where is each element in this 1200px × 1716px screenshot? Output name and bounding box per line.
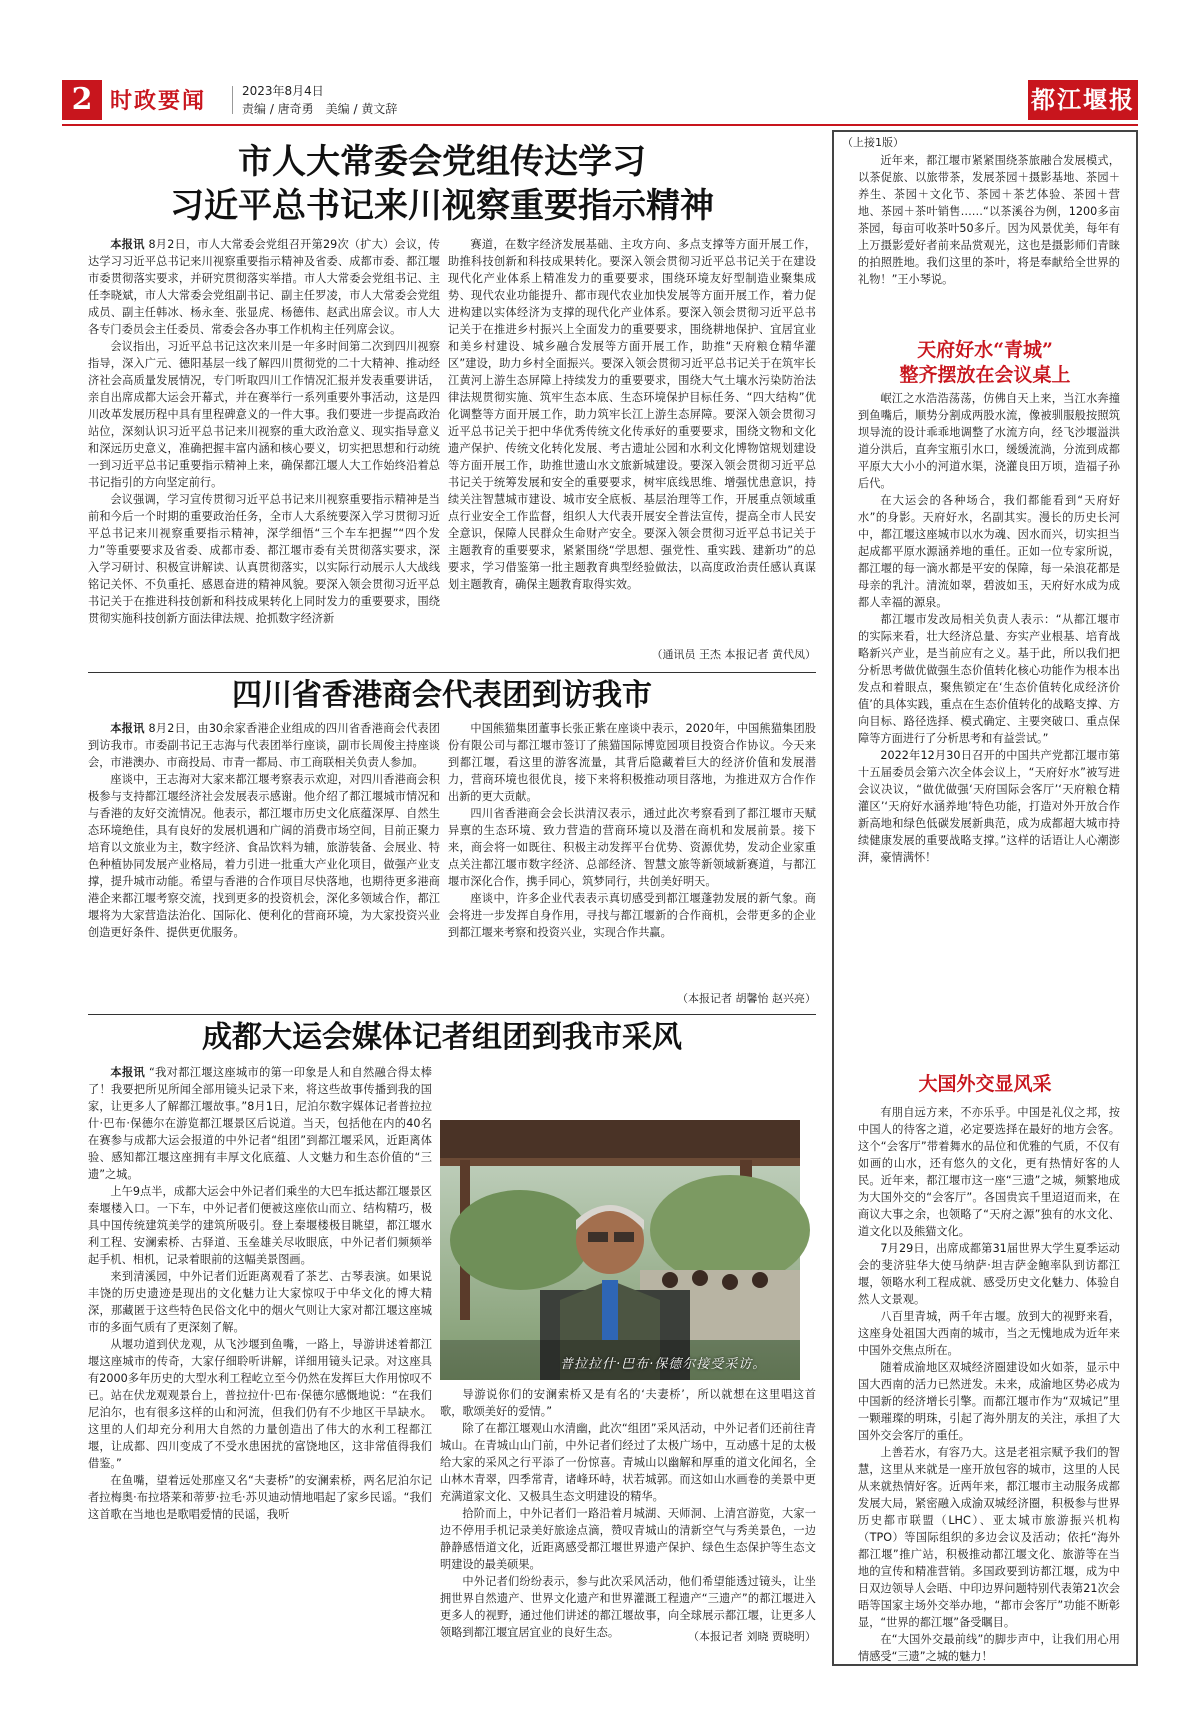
paragraph-text: 座谈中，王志海对大家来都江堰考察表示欢迎，对四川香港商会积极参与支持都江堰经济社会发展表示感谢。他介绍了都江堰城市情况和与香港的友好交流情况。他表示，都江堰市历史文化底蕴深厚、自然生态环境绝佳，具有良好的发展机遇和广阔的消费市场空间，目前正聚力培育以文旅业为主，数字经济、食品饮料为辅，旅游装备、会展业、特色种植协同发展产业格局，着力引进一批重大产业化项目，做强产业支撑，提升城市动能。希望与香港的合作项目尽快落地，也期待更多港商港企来都江堰考察交流，找到更多的投资机会，深化多领域合作，都江堰将为大家营造法治化、国际化、便利化的营商环境，为大家投资兴业创造更好条件、提供更优服务。: [88, 773, 440, 939]
paragraph: [88, 1336, 432, 1472]
article3-column-1: [88, 1064, 432, 1650]
article2-byline: （本报记者 胡馨怡 赵兴亮）: [677, 992, 816, 1005]
paragraph: [88, 236, 440, 338]
paragraph: [88, 1064, 432, 1183]
paragraph-text: 在大运会的各种场合，我们都能看到“天府好水”的身影。天府好水，名副其实。漫长的历史长河中，都江堰这座城市以水为魂、因水而兴，切实担当起成都平原水源涵养地的重任。正如一位专家所说，都江堰的每一滴水都是平安的保障，每一朵浪花都是母亲的乳汁。清流如翠，碧波如玉，天府好水成为成都人幸福的源泉。: [858, 494, 1120, 609]
article1-column-2: [448, 236, 816, 650]
sidebar-section1-title-line2: 整齐摆放在会议桌上: [899, 364, 1071, 386]
paragraph-text: 上午9点半，成都大运会中外记者们乘坐的大巴车抵达都江堰景区秦堰楼入口。一下车，中外记者们便被这座依山而立、结构精巧，极具中国传统建筑美学的建筑所吸引。登上秦堰楼极目眺望，都江堰水利工程、安澜索桥、古驿道、玉垒雄关尽收眼底，中外记者们频频举起手机、相机，记录着眼前的这幅美景图画。: [88, 1185, 432, 1266]
sidebar-section1-title-line1: 天府好水“青城”: [917, 339, 1053, 361]
paragraph: [88, 1183, 432, 1268]
article3-title: 成都大运会媒体记者组团到我市采风: [202, 1020, 682, 1055]
paragraph: [858, 611, 1120, 747]
paragraph: [858, 1359, 1120, 1444]
paragraph-text: 上善若水，有容乃大。这是老祖宗赋予我们的智慧，这里从来就是一座开放包容的城市，这里的人民从来就热情好客。近两年来，都江堰市主动服务成都发展大局，紧密融入成渝双城经济圈，积极参与世界历史都市联盟（LHC）、亚太城市旅游振兴机构（TPO）等国际组织的多边会议及活动；依托“海外都江堰”推广站，积极推动都江堰文化、旅游等在当地的宣传和精准营销。多国政要到访都江堰，成为中日双边领导人会晤、中印边界问题特别代表第21次会晤等国家主场外交举办地，“都市会客厅”功能不断彰显，“世界的都江堰”备受瞩目。: [858, 1446, 1120, 1629]
paragraph-text: 赛道，在数字经济发展基础、主攻方向、多点支撑等方面开展工作，助推科技创新和科技成果转化。要深入领会贯彻习近平总书记关于在建设现代化产业体系上精准发力的重要要求，围绕环境友好型制造业聚集成势、现代农业功能提升、都市现代农业加快发展等方面开展工作，着力促进构建以实体经济为支撑的现代化产业体系。要深入领会贯彻习近平总书记关于在推进乡村振兴上全面发力的重要要求，围绕耕地保护、宜居宜业和美乡村建设、城乡融合发展等方面开展工作，助推“天府粮仓精华灌区”建设，助力乡村全面振兴。要深入领会贯彻习近平总书记关于在筑牢长江黄河上游生态屏障上持续发力的重要要求，围绕大气土壤水污染防治法律法规贯彻实施、筑牢生态本底、生态环境保护目标任务、“四大结构”优化调整等方面开展工作，助力筑牢长江上游生态屏障。要深入领会贯彻习近平总书记关于把中华优秀传统文化传承好的重要要求，围绕文物和文化遗产保护、传统文化转化发展、考古遗址公园和水利文化博物馆规划建设等方面开展工作，助推世遗山水文旅新城建设。要深入领会贯彻习近平总书记关于统筹发展和安全的重要要求，树牢底线思维、增强忧患意识，持续关注智慧城市建设、城市安全底板、基层治理等工作，开展重点领域重点行业安全工作监督，组织人大代表开展安全普法宣传，提高全市人民安全意识，保障人民群众生命财产安全。要深入领会贯彻习近平总书记关于主题教育的重要要求，紧紧围绕“学思想、强党性、重实践、建新功”的总要求，学习借鉴第一批主题教育典型经验做法，以高度政治责任感认真谋划主题教育，确保主题教育取得实效。: [448, 238, 816, 591]
paragraph: [858, 1444, 1120, 1631]
article-divider: [88, 672, 816, 673]
paragraph-text: 8月2日，由30余家香港企业组成的四川省香港商会代表团到访我市。市委副书记王志海与代表团举行座谈，副市长周俊主持座谈会，市港澳办、市商投局、市青一都局、市工商联相关负责人参加。: [88, 722, 440, 769]
sidebar-section2-title: 大国外交显风采: [918, 1073, 1052, 1095]
paragraph-text: 拾阶而上，中外记者们一路沿着月城湖、天师洞、上清宫游览，大家一边不停用手机记录美好旅途点滴，赞叹青城山的清新空气与秀美景色，一边静静感悟道文化，近距离感受都江堰世界遗产保护、绿色生态保护等生态文明建设的最美硕果。: [440, 1507, 816, 1571]
sidebar-section2-body: [858, 1104, 1120, 1663]
paragraph-text: 有朋自远方来，不亦乐乎。中国是礼仪之邦，按中国人的待客之道，必定要选择在最好的地方会客。这个“会客厅”带着舞水的品位和优雅的气质，不仅有如画的山水，还有悠久的文化，更有热情好客的人民。近年来，都江堰市这一座“三遗”之城，频繁地成为大国外交的“会客厅”。各国贵宾千里迢迢而来，在商议大事之余，也领略了“天府之源”独有的水文化、道文化以及熊猫文化。: [858, 1106, 1120, 1238]
page-number: 2: [62, 80, 102, 120]
dateline: 本报讯: [110, 238, 145, 251]
paragraph-text: 会议强调，学习宣传贯彻习近平总书记来川视察重要指示精神是当前和今后一个时期的重要政治任务，全市人大系统要深入学习贯彻习近平总书记来川视察重要指示精神，深学细悟“三个车车把握”“四个发力”等重要要求及省委、成都市委、都江堰市委有关贯彻落实要求，深入学习研讨、积极宣讲解读、认真贯彻落实，以实际行动展示人大战线铭记关怀、不负重托、感恩奋进的精神风貌。要深入领会贯彻习近平总书记关于在推进科技创新和科技成果转化上同时发力的重要要求，围绕贯彻实施科技创新方面法律法规、抢抓数字经济新: [88, 493, 440, 625]
paragraph: [858, 1631, 1120, 1665]
paragraph: [440, 1505, 816, 1573]
paragraph: [88, 771, 440, 941]
paragraph: [858, 747, 1120, 866]
issue-date: 2023年8月4日: [242, 84, 324, 98]
paragraph: [858, 1104, 1120, 1240]
paragraph-text: 在“大国外交最前线”的脚步声中，让我们用心用情感受“三遗”之城的魅力！: [858, 1633, 1120, 1663]
article1-title: [62, 140, 822, 228]
photo-illustration: [440, 1120, 800, 1380]
photo-caption: 普拉拉什·巴布·保德尔接受采访。: [560, 1357, 767, 1372]
paragraph-text: 座谈中，许多企业代表表示真切感受到都江堰蓬勃发展的新气象。商会将进一步发挥自身作用，寻找与都江堰新的合作商机，会带更多的企业到都江堰来考察和投资兴业，实现合作共赢。: [448, 892, 816, 939]
paragraph-text: 近年来，都江堰市紧紧围绕茶旅融合发展模式，以茶促旅、以旅带茶，发展茶园＋摄影基地、茶园＋养生、茶园＋文化节、茶园＋茶艺体验、茶园＋营地、茶园＋茶叶销售……“以茶溪谷为例，1200多亩茶园，每亩可收茶叶50多斤。因为风景优美，每年有上万摄影爱好者前来品赏观光，这也是摄影师们青睐的拍照胜地。我们这里的茶叶，将是奉献给全世界的礼物！”王小琴说。: [858, 154, 1120, 286]
article3-byline: （本报记者 刘晓 贾晓明）: [688, 1630, 816, 1643]
masthead-rule: [62, 124, 1138, 126]
paragraph: [88, 720, 440, 771]
dateline: 本报讯: [110, 1066, 146, 1079]
article1-title-line1: 市人大常委会党组传达学习: [238, 142, 646, 182]
paragraph-text: 来到清溪园，中外记者们近距离观看了茶艺、古琴表演。如果说丰饶的历史遗迹是现出的文化魅力让大家惊叹于中华文化的博大精深，那藏匿于这些特色民俗文化中的烟火气则让大家对都江堰这座城市的多面气质有了更深刻了解。: [88, 1270, 432, 1334]
article1-byline: （通讯员 王杰 本报记者 黄代凤）: [651, 648, 816, 661]
sidebar-section1-body: [858, 390, 1120, 1066]
article2-column-2: [448, 720, 816, 992]
paragraph-text: 中外记者们纷纷表示，参与此次采风活动，他们希望能透过镜头，让坐拥世界自然遗产、世界文化遗产和世界灌溉工程遗产“三遗产”的都江堰进入更多人的视野，通过他们讲述的都江堰故事，向全球展示都江堰，让更多人领略到都江堰宜居宜业的良好生态。: [440, 1575, 816, 1639]
section-name: 时政要闻: [110, 88, 207, 114]
masthead-divider: [232, 86, 233, 114]
masthead: [62, 80, 1138, 120]
paragraph: [88, 1472, 432, 1523]
article1-byline-wrap: [448, 646, 816, 666]
paragraph-text: 除了在都江堰观山水清幽，此次“组团”采风活动，中外记者们还前往青城山。在青城山山门前，中外记者们经过了太极广场中，互动感十足的太极给大家的采风之行平添了一份惊喜。青城山以幽解和厚重的道文化闻名，全山林木青翠，四季常青，诸峰环峙，状若城郭。而这如山水画卷的美景中更充满道家文化、又极具生态文明建设的精华。: [440, 1422, 816, 1503]
dateline: 本报讯: [110, 722, 145, 735]
paragraph: [858, 492, 1120, 611]
paragraph: [88, 338, 440, 491]
paragraph: [440, 1386, 816, 1420]
paragraph-text: 2022年12月30日召开的中国共产党都江堰市第十五届委员会第六次全体会议上，“天府好水”被写进会议决议，“做优做强‘天府国际会客厅’‘天府粮仓精灌区’‘天府好水涵养地’特色功能，打造对外开放合作新高地和绿色低碳发展新典范，成为成都超大城市持续健康发展的重要战略支撑。”这样的话语让人心潮澎湃，豪情满怀！: [858, 749, 1120, 864]
paragraph-text: “我对都江堰这座城市的第一印象是人和自然融合得太棒了！我要把所见所闻全部用镜头记录下来，将这些故事传播到我的国家，让更多人了解都江堰故事。”8月1日，尼泊尔数字媒体记者普拉拉什·巴布·保德尔在游览都江堰景区后说道。当天，包括他在内的40名在赛参与成都大运会报道的中外记者“组团”到都江堰采风，近距离体验、感知都江堰这座拥有丰厚文化底蕴、人文魅力和生态价值的“三遗”之城。: [88, 1066, 432, 1181]
paragraph: [448, 236, 816, 593]
paragraph: [448, 720, 816, 805]
paragraph: [440, 1420, 816, 1505]
article-divider: [88, 1014, 816, 1015]
article1-title-line2: 习近平总书记来川视察重要指示精神: [170, 186, 714, 226]
paragraph-text: 八百里青城，两千年古堰。放到大的视野来看，这座身处祖国大西南的城市，当之无愧地成为近年来中国外交焦点所在。: [858, 1310, 1120, 1357]
article2-byline-wrap: [448, 990, 816, 1010]
paragraph: [448, 805, 816, 890]
paragraph-text: 会议指出，习近平总书记这次来川是一年多时间第二次到四川视察指导，深入广元、德阳基层一线了解四川贯彻党的二十大精神、推动经济社会高质量发展情况，专门听取四川工作情况汇报并发表重要讲话，亲自出席成都大运会开幕式，并在赛举行一系列重要外事活动，这是四川改革发展历程中具有里程碑意义的一件大事。我们要进一步提高政治站位，深刻认识习近平总书记来川视察的重大政治意义、现实指导意义和深远历史意义，准确把握丰富内涵和核心要义，切实把思想和行动统一到习近平总书记重要指示精神上来，确保都江堰人大工作始终沿着总书记指引的方向坚定前行。: [88, 340, 440, 489]
paragraph-text: 四川省香港商会会长洪清汉表示，通过此次考察看到了都江堰市天赋异禀的生态环境、致力营造的营商环境以及潜在商机和发展前景。接下来，商会将一如既往、积极主动发挥平台优势、资源优势，发动企业家重点关注都江堰市数字经济、总部经济、智慧文旅等新领域新赛道，与都江堰市深化合作，携手同心，筑梦同行，共创美好明天。: [448, 807, 816, 888]
article1-column-1: [88, 236, 440, 668]
sidebar-intro: [858, 152, 1120, 328]
paragraph: [858, 1240, 1120, 1308]
paragraph: [448, 890, 816, 941]
paragraph: [858, 1308, 1120, 1359]
editors-credit: 责编 / 唐奇勇 美编 / 黄文辞: [242, 102, 398, 116]
paragraph-text: 在鱼嘴，望着远处那座又名“夫妻桥”的安澜索桥，两名尼泊尔记者拉梅奥·布拉塔莱和蒂萝·拉毛·苏贝迪动情地唱起了家乡民谣。“我们这首歌在当地也是歌唱爱情的民谣，我听: [88, 1474, 432, 1521]
article2-title: 四川省香港商会代表团到访我市: [232, 678, 652, 713]
article3-byline-wrap: [440, 1628, 816, 1648]
paragraph-text: 都江堰市发改局相关负责人表示：“从都江堰市的实际来看，壮大经济总量、夯实产业根基、培育战略新兴产业，是当前应有之义。基于此，所以我们把分析思考做优做强生态价值转化核心功能作为根本出发点和着眼点，聚焦锁定在‘生态价值转化成经济价值’的具体实践，重点在生态价值转化的战略支撑、方向目标、路径选择、模式确定、主要突破口、重点保障等方面进行了分析思考和有益尝试。”: [858, 613, 1120, 745]
paragraph: [858, 152, 1120, 288]
paragraph-text: 岷江之水浩浩荡荡，仿佛自天上来，当江水奔撞到鱼嘴后，顺势分割成两股水流，像被驯服般按照筑坝导流的设计乖乖地调整了水流方向，经飞沙堰溢洪道分洪后，直奔宝瓶引水口，缓缓流淌，分流到成都平原大大小小的河道水渠，浇灌良田万顷，造福子孙后代。: [858, 392, 1120, 490]
paragraph: [88, 491, 440, 627]
paragraph-text: 从堰功道到伏龙观，从飞沙堰到鱼嘴，一路上，导游讲述着都江堰这座城市的传奇，大家仔细聆听讲解，详细用镜头记录。对这座具有2000多年历史的大型水利工程屹立至今仍然在发挥巨大作用惊叹不已。站在伏龙观观景台上，普拉拉什·巴布·保德尔感慨地说：“在我们尼泊尔，也有很多这样的山和河流，但我们仍有不少地区干旱缺水。这里的人们却充分利用大自然的力量创造出了伟大的水利工程都江堰，让成都、四川变成了不受水患困扰的富饶地区，这非常值得我们借鉴。”: [88, 1338, 432, 1470]
sidebar-section1-title: [834, 338, 1136, 388]
sidebar-continued-story: [832, 130, 1138, 1666]
paragraph: [858, 390, 1120, 492]
paragraph-text: 7月29日，出席成都第31届世界大学生夏季运动会的斐济驻华大使马纳萨·坦吉萨金鲍率队到访都江堰，领略水利工程成就、感受历史文化魅力、体验自然人文景观。: [858, 1242, 1120, 1306]
article2-column-1: [88, 720, 440, 1010]
paragraph-text: 导游说你们的安澜索桥又是有名的‘夫妻桥’，所以就想在这里唱这首歌，歌颂美好的爱情。”: [440, 1388, 816, 1418]
paragraph-text: 随着成渝地区双城经济圈建设如火如荼，显示中国大西南的活力已然迸发。未来，成渝地区势必成为中国新的经济增长引擎。而都江堰市作为“双城记”里一颗璀璨的明珠，引起了海外朋友的关注，承担了大国外交会客厅的重任。: [858, 1361, 1120, 1442]
paragraph-text: 8月2日，市人大常委会党组召开第29次（扩大）会议，传达学习习近平总书记来川视察重要指示精神及省委、成都市委、都江堰市委贯彻落实要求，并研究贯彻落实举措。市人大常委会党组书记、主任李晓斌，市人大常委会党组副书记、副主任罗凌，市人大常委会党组成员、副主任韩冰、杨永奎、张显虎、杨德伟、赵武出席会议。市人大各专门委员会主任委员、常委会各办事工作机构主任列席会议。: [88, 238, 440, 336]
reporter-photo: [440, 1120, 800, 1380]
paragraph: [88, 1268, 432, 1336]
continued-label: （上接1版）: [842, 136, 904, 149]
newspaper-logo: 都江堰报: [1028, 80, 1138, 120]
paragraph-text: 中国熊猫集团董事长张正紫在座谈中表示，2020年，中国熊猫集团股份有限公司与都江堰市签订了熊猫国际博览园项目投资合作协议。今天来到都江堰，看这里的游客流量，其背后隐藏着巨大的经济价值和发展潜力，营商环境也很优良，接下来将积极推动项目落地，为推进双方合作作出新的更大贡献。: [448, 722, 816, 803]
